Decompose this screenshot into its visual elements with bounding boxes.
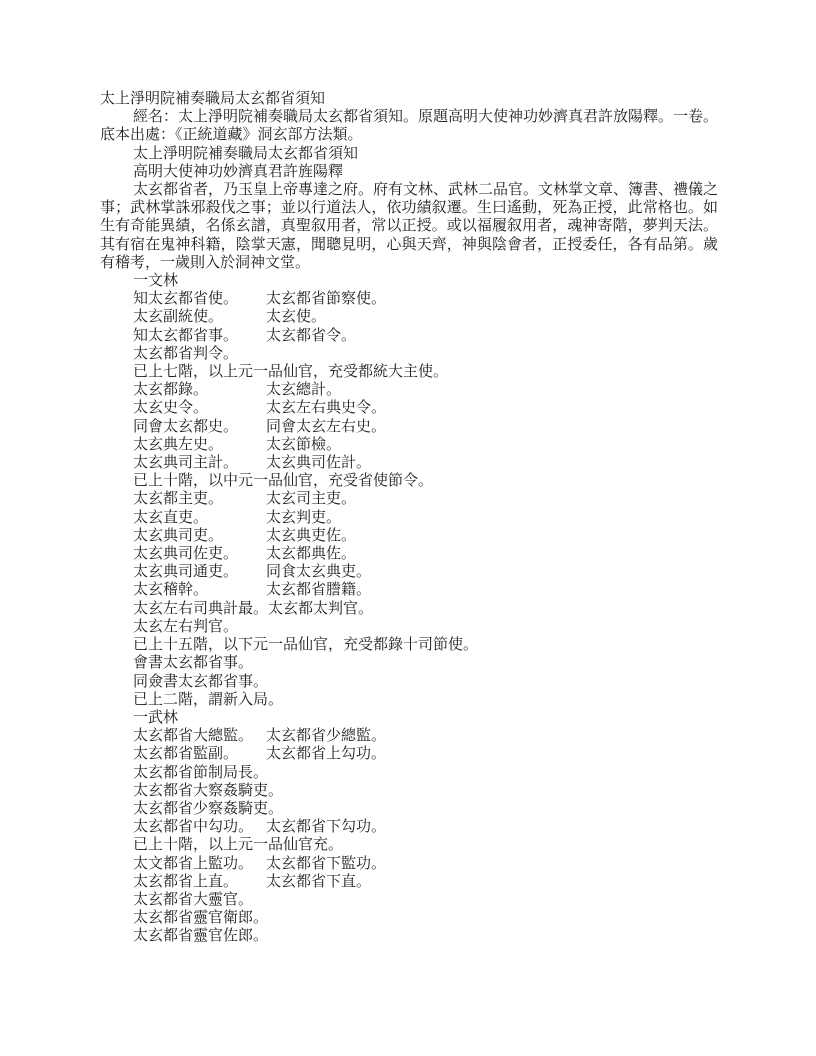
rank-row-single xyxy=(100,345,718,363)
rank-cell: 太玄左右判官。 xyxy=(133,618,239,635)
rank-row xyxy=(100,399,718,417)
rank-cell: 太玄稽幹。 xyxy=(133,582,209,599)
rank-cell: 太玄典吏佐。 xyxy=(266,527,357,544)
rank-cell: 已上二階，謂新入局。 xyxy=(133,691,284,708)
rank-row xyxy=(100,600,718,618)
rank-cell: 太玄都省謄籍。 xyxy=(266,582,372,599)
rank-cell: 太玄直吏。 xyxy=(133,509,209,526)
rank-row xyxy=(100,727,718,745)
rank-row-single xyxy=(100,691,718,709)
rank-row xyxy=(100,381,718,399)
rank-cell: 會書太玄都省事。 xyxy=(133,655,254,672)
rank-cell: 太玄副統使。 xyxy=(133,309,224,326)
rank-cell: 太玄都省靈官佐郎。 xyxy=(133,928,269,945)
rank-row xyxy=(100,327,718,345)
rank-row xyxy=(100,581,718,599)
rank-cell: 已上七階，以上元一品仙官，充受都統大主使。 xyxy=(133,364,449,381)
rank-row xyxy=(100,454,718,472)
rank-cell: 太玄都省少總監。 xyxy=(266,728,387,745)
rank-cell: 太玄都省靈官衛郎。 xyxy=(133,910,269,927)
rank-row-single xyxy=(100,836,718,854)
rank-cell: 同會太玄都史。 xyxy=(133,418,239,435)
rank-cell: 太玄典司佐計。 xyxy=(266,455,372,472)
rank-row xyxy=(100,308,718,326)
rank-list xyxy=(100,272,718,946)
rank-cell: 太玄典司吏。 xyxy=(133,527,224,544)
rank-cell: 太玄都省下勾功。 xyxy=(266,819,387,836)
rank-cell: 太玄司主吏。 xyxy=(266,491,357,508)
rank-cell: 太玄左右典史令。 xyxy=(266,400,387,417)
rank-row xyxy=(100,545,718,563)
rank-row-single xyxy=(100,782,718,800)
rank-cell: 同僉書太玄都省事。 xyxy=(133,673,269,690)
rank-row xyxy=(100,509,718,527)
rank-row-single xyxy=(100,764,718,782)
author-line: 高明大使神功妙濟真君許旌陽釋 xyxy=(133,163,344,180)
rank-row xyxy=(100,855,718,873)
rank-cell: 同食太玄典吏。 xyxy=(266,564,372,581)
rank-row-single xyxy=(100,636,718,654)
rank-cell: 太玄都太判官。 xyxy=(268,600,374,617)
rank-cell: 太玄典司主計。 xyxy=(133,455,239,472)
rank-row xyxy=(100,563,718,581)
inner-title: 太上淨明院補奏職局太玄都省須知 xyxy=(133,145,359,162)
rank-row-single xyxy=(100,654,718,672)
rank-cell: 太玄都省節制局長。 xyxy=(133,764,269,781)
rank-cell: 太玄史令。 xyxy=(133,400,209,417)
rank-cell: 太玄都省上直。 xyxy=(133,873,239,890)
rank-cell: 太玄都錄。 xyxy=(133,382,209,399)
intro-paragraph: 太玄都省者，乃玉皇上帝專達之府。府有文林、武林二品官。文林掌文章、簿書、禮儀之事；武林掌誅邪殺伐之事；並以行道法人，依功績叙遷。生曰遙動，死為正授，此常格也。如生有奇能異績，名係玄譜，真聖叙用者，常以正授。或以福履叙用者，魂神寄階，夢判天法。其有宿在鬼神科籍，陰掌天憲，聞聰見明，心與天齊，神與陰會者，正授委任，各有品第。歲有稽考，一歲則入於洞神文堂。 xyxy=(100,182,719,271)
rank-cell: 太玄都省判令。 xyxy=(133,345,239,362)
rank-cell: 太玄都省大察姦騎吏。 xyxy=(133,782,284,799)
rank-cell: 太玄都典佐。 xyxy=(266,546,357,563)
rank-cell: 太玄總計。 xyxy=(266,382,342,399)
rank-cell: 太玄都省大總監。 xyxy=(133,728,254,745)
rank-row-single xyxy=(100,363,718,381)
document-title: 太上淨明院補奏職局太玄都省須知 xyxy=(100,91,326,107)
rank-cell: 太玄都省上勾功。 xyxy=(266,746,387,763)
rank-row xyxy=(100,490,718,508)
rank-cell: 太玄都主吏。 xyxy=(133,491,224,508)
rank-row-single xyxy=(100,909,718,927)
rank-cell: 太玄都省監副。 xyxy=(133,746,239,763)
section-heading: 一文林 xyxy=(133,273,179,290)
rank-cell: 太玄都省令。 xyxy=(266,327,357,344)
rank-cell: 太玄都省下直。 xyxy=(266,873,372,890)
rank-row xyxy=(100,873,718,891)
rank-row xyxy=(100,527,718,545)
rank-row xyxy=(100,436,718,454)
rank-cell: 太玄典左史。 xyxy=(133,436,224,453)
rank-cell: 知太玄都省事。 xyxy=(133,327,239,344)
document-page xyxy=(100,90,718,946)
rank-cell: 太文都省上監功。 xyxy=(133,855,254,872)
rank-row xyxy=(100,418,718,436)
rank-cell: 太玄都省節察使。 xyxy=(266,291,387,308)
rank-cell: 太玄都省中勾功。 xyxy=(133,819,254,836)
rank-cell: 太玄典司佐吏。 xyxy=(133,546,239,563)
rank-cell: 已上十階，以上元一品仙官充。 xyxy=(133,837,344,854)
rank-row xyxy=(100,818,718,836)
rank-row-single xyxy=(100,618,718,636)
rank-cell: 太玄節檢。 xyxy=(266,436,342,453)
rank-cell: 已上十階，以中元一品仙官，充受省使節令。 xyxy=(133,473,434,490)
rank-row-single xyxy=(100,800,718,818)
rank-row-single xyxy=(100,472,718,490)
rank-cell: 太玄都省大靈官。 xyxy=(133,891,254,908)
rank-row xyxy=(100,290,718,308)
rank-row-single xyxy=(100,927,718,945)
section-heading: 一武林 xyxy=(133,709,179,726)
rank-cell: 知太玄都省使。 xyxy=(133,291,239,308)
rank-row-single xyxy=(100,891,718,909)
rank-cell: 太玄左右司典計最。 xyxy=(133,600,269,617)
rank-row xyxy=(100,745,718,763)
rank-cell: 太玄典司通吏。 xyxy=(133,564,239,581)
meta-paragraph: 經名：太上淨明院補奏職局太玄都省須知。原題高明大使神功妙濟真君許放陽釋。一卷。底本出處：《正統道藏》洞玄部方法類。 xyxy=(100,109,719,144)
rank-cell: 太玄都省少察姦騎吏。 xyxy=(133,800,284,817)
rank-cell: 太玄判吏。 xyxy=(266,509,342,526)
rank-cell: 太玄都省下監功。 xyxy=(266,855,387,872)
rank-cell: 太玄使。 xyxy=(266,309,327,326)
rank-cell: 同會太玄左右史。 xyxy=(266,418,387,435)
rank-row-single xyxy=(100,673,718,691)
rank-cell: 已上十五階，以下元一品仙官，充受都錄十司節使。 xyxy=(133,637,479,654)
